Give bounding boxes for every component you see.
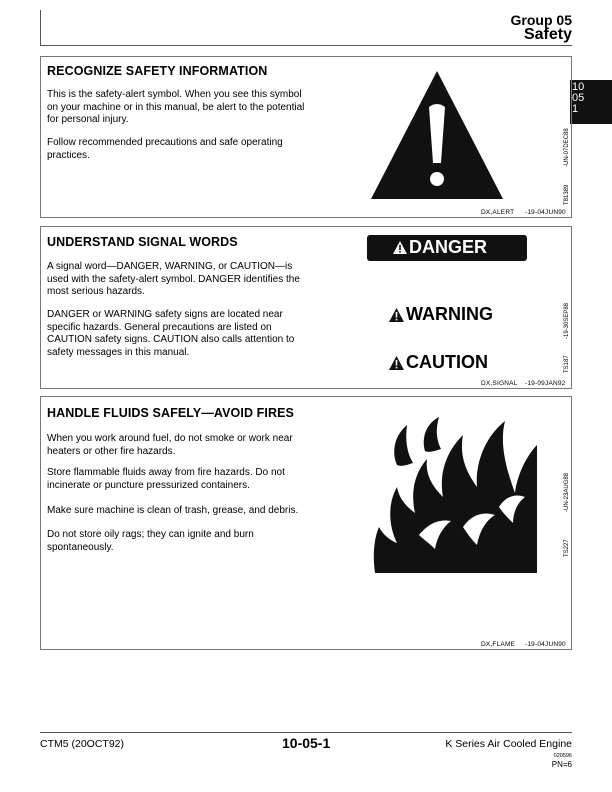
side-code: T81389	[564, 184, 570, 205]
header-left-rule	[40, 10, 41, 45]
page-number: 10-05-1	[282, 735, 331, 751]
safety-alert-icon	[367, 67, 507, 202]
section-heading: UNDERSTAND SIGNAL WORDS	[47, 235, 238, 249]
footer-manual-title: K Series Air Cooled Engine	[445, 738, 572, 750]
danger-label: DANGER	[409, 237, 488, 257]
paragraph: When you work around fuel, do not smoke or work near heaters or other fire hazards.	[47, 433, 293, 457]
section-handle-fluids	[40, 396, 572, 650]
paragraph: This is the safety-alert symbol. When you see this symbol on your machine or in this manual, be alert to the potential for personal injury.	[47, 89, 305, 125]
paragraph: Make sure machine is clean of trash, grease, and debris.	[47, 505, 299, 516]
section-recognize-safety	[40, 56, 572, 218]
figure-code: DX,ALERT	[481, 209, 515, 216]
figure-code: DX,FLAME	[481, 641, 516, 648]
warning-triangle-icon	[389, 308, 404, 322]
side-code: -19-30SEP88	[564, 302, 570, 339]
tab-line-3: 1	[572, 103, 579, 115]
page-title: Safety	[523, 26, 572, 43]
figure-date: -19-04JUN90	[525, 209, 566, 216]
figure-date: -19-04JUN90	[525, 641, 566, 648]
side-code: TS187	[564, 355, 570, 373]
warning-label: WARNING	[406, 304, 493, 324]
paragraph: Store flammable fluids away from fire hazards. Do not incinerate or puncture pressurized containers.	[47, 467, 285, 491]
side-code: -UN-23AUG88	[564, 472, 570, 512]
paragraph: Follow recommended precautions and safe operating practices.	[47, 137, 283, 161]
footer-rule	[40, 732, 572, 733]
caution-sign	[389, 351, 539, 375]
footer-doc-id: CTM5 (20OCT92)	[40, 738, 125, 750]
tab-line-1: 10	[572, 81, 585, 93]
group-label: Group 05	[510, 12, 572, 28]
danger-sign	[367, 235, 527, 261]
paragraph: A signal word—DANGER, WARNING, or CAUTION—is used with the safety-alert symbol. DANGER identifies the most serious hazards.	[47, 261, 300, 297]
header-bottom-rule	[40, 45, 572, 46]
section-heading: HANDLE FLUIDS SAFELY—AVOID FIRES	[47, 406, 294, 420]
footer-pn: PN=6	[551, 760, 572, 769]
side-code: -UN-07DEC88	[564, 128, 570, 167]
paragraph: Do not store oily rags; they can ignite and burn spontaneously.	[47, 529, 254, 553]
section-heading: RECOGNIZE SAFETY INFORMATION	[47, 64, 268, 78]
paragraph: DANGER or WARNING safety signs are located near specific hazards. General precautions are listed on CAUTION safety signs. CAUTION also calls attention to safety messages in this manual.	[47, 309, 295, 358]
section-signal-words	[40, 226, 572, 389]
tab-line-2: 05	[572, 92, 585, 104]
figure-code: DX,SIGNAL	[481, 380, 518, 387]
warning-triangle-icon	[393, 241, 407, 254]
warning-sign	[389, 303, 539, 327]
footer-code: 020596	[553, 753, 572, 759]
figure-date: -19-09JAN92	[525, 380, 566, 387]
warning-triangle-icon	[389, 356, 404, 370]
flame-icon	[367, 415, 542, 575]
caution-label: CAUTION	[406, 352, 488, 372]
side-code: TS227	[564, 539, 570, 557]
section-tab	[570, 80, 612, 124]
